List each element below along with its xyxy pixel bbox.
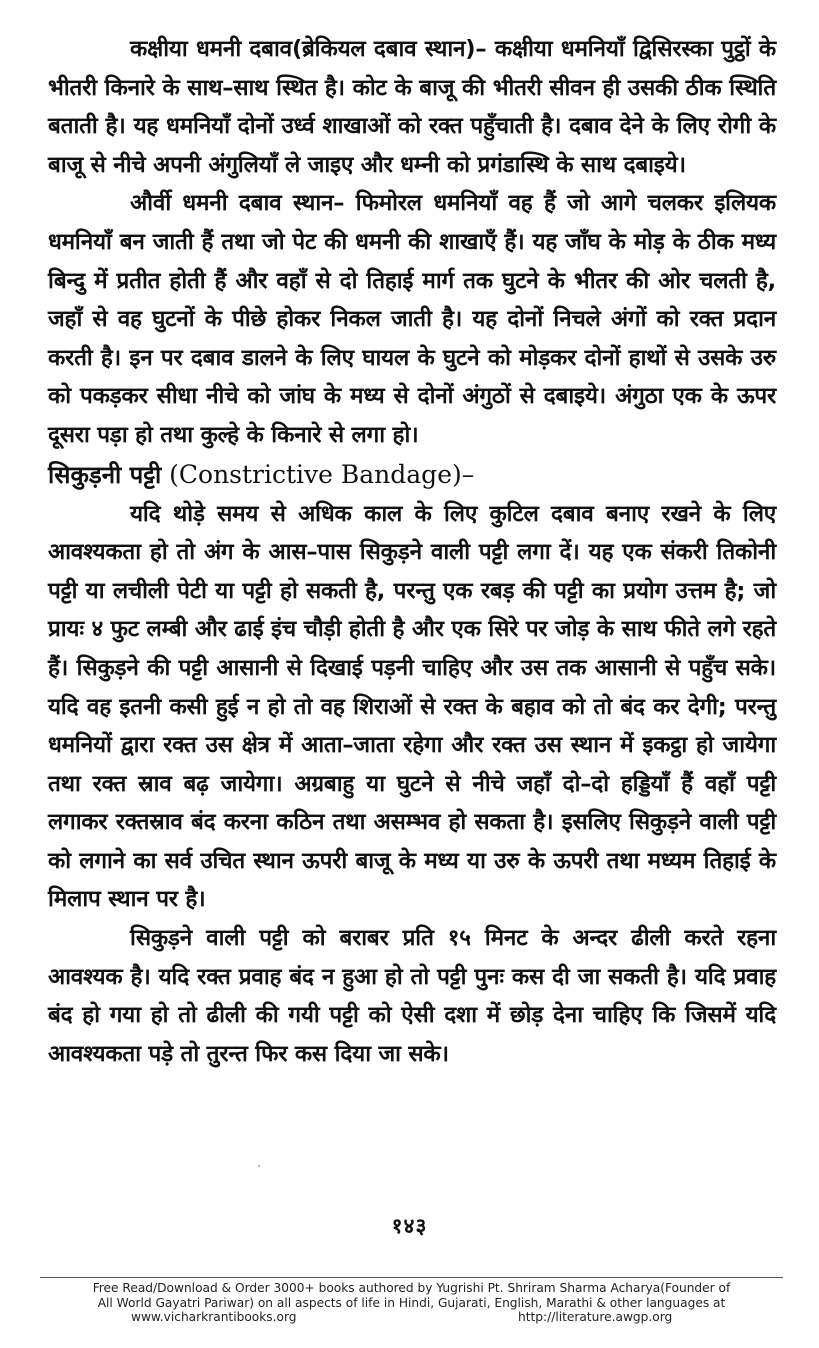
section-heading-constrictive-bandage (48, 455, 776, 495)
footer (40, 1281, 783, 1324)
section-heading-english: (Constrictive Bandage)– (161, 459, 475, 489)
footer-urls (40, 1310, 783, 1324)
footer-link-awgp-literature[interactable]: http://literature.awgp.org (518, 1310, 673, 1324)
footer-line-1: Free Read/Download & Order 3000+ books authored by Yugrishi Pt. Shriram Sharma Acharya(Founder of (92, 1281, 731, 1295)
paragraph-loosening-bandage: सिकुड़ने वाली पट्टी को बराबर प्रति १५ मिनट के अन्दर ढीली करते रहना आवश्यक है। यदि रक्त प्रवाह बंद न हुआ हो तो पट्टी पुनः कस दी जा सकती है। यदि प्रवाह बंद हो गया हो तो ढीली की गयी पट्टी को ऐसी दशा में छोड़ देना चाहिए कि जिसमें यदि आवश्यकता पड़े तो तुरन्त फिर कस दिया जा सके। (48, 925, 776, 1067)
footer-line-2: All World Gayatri Pariwar) on all aspects of life in Hindi, Gujarati, English, Marathi & other languages at (97, 1295, 726, 1310)
page-number: १४३ (391, 1214, 428, 1238)
femoral-pressure-text: फिमोरल धमनियाँ वह हैं जो आगे चलकर इलियक धमनियाँ बन जाती हैं तथा जो पेट की धमनी की शाखाएँ हैं। यह जाँघ के मोड़ के ठीक मध्य बिन्दु में प्रतीत होती हैं और वहाँ से दो तिहाई मार्ग तक घुटने के भीतर की ओर चलती है, जहाँ से वह घुटनों के पीछे होकर निकल जाती है। यह दोनों निचले अंगों को रक्त प्रदान करती है। इन पर दबाव डालने के लिए घायल के घुटने को मोड़कर दोनों हाथों से उसके उरु को पकड़कर सीधा नीचे को जांघ के मध्य से दोनों अंगुठों से दबाइये। अंगुठा एक के ऊपर दूसरा पड़ा हो तथा कुल्हे के किनारे से लगा हो। (48, 190, 776, 448)
brachial-pressure-heading: कक्षीया धमनी दबाव(ब्रेकियल दबाव स्थान)– (130, 36, 487, 62)
paragraph-brachial-pressure (48, 30, 776, 184)
paragraph-constrictive-bandage-usage: यदि थोड़े समय से अधिक काल के लिए कुटिल दबाव बनाए रखने के लिए आवश्यकता हो तो अंग के आस–पास सिकुड़ने वाली पट्टी लगा दें। यह एक संकरी तिकोनी पट्टी या लचीली पेटी या पट्टी हो सकती है, परन्तु एक रबड़ की पट्टी का प्रयोग उत्तम है; जो प्रायः ४ फुट लम्बी और ढाई इंच चौड़ी होती है और एक सिरे पर जोड़ के साथ फीते लगे रहते हैं। सिकुड़ने की पट्टी आसानी से दिखाई पड़नी चाहिए और उस तक आसानी से पहुँच सके। यदि वह इतनी कसी हुई न हो तो वह शिराओं से रक्त के बहाव को तो बंद कर देगी; परन्तु धमनियों द्वारा रक्त उस क्षेत्र में आता–जाता रहेगा और रक्त उस स्थान में इकट्ठा हो जायेगा तथा रक्त स्राव बढ़ जायेगा। अग्रबाहु या घुटने से नीचे जहाँ दो–दो हड्डियाँ हैं वहाँ पट्टी लगाकर रक्तस्राव बंद करना कठिन तथा असम्भव हो सकता है। इसलिए सिकुड़ने वाली पट्टी को लगाने का सर्व उचित स्थान ऊपरी बाजू के मध्य या उरु के ऊपरी तथा मध्यम तिहाई के मिलाप स्थान पर है। (48, 500, 776, 913)
femoral-pressure-heading: और्वी धमनी दबाव स्थान– (130, 190, 345, 217)
section-heading-hindi: सिकुड़नी पट्टी (48, 460, 162, 489)
page-body (48, 30, 776, 1073)
footer-divider (40, 1277, 783, 1278)
brachial-pressure-text: कक्षीया धमनियाँ द्विसिरस्का पुट्ठों के भीतरी किनारे के साथ–साथ स्थित है। कोट के बाजू की भीतरी सीवन ही उसकी ठीक स्थिति बताती है। यह धमनियाँ दोनों उर्ध्व शाखाओं को रक्त पहुँचाती है। दबाव देने के लिए रोगी के बाजू से नीचे अपनी अंगुलियाँ ले जाइए और धम्नी को प्रगंडास्थि के साथ दबाइये। (48, 36, 776, 178)
footer-link-vicharkrantibooks[interactable]: www.vicharkrantibooks.org (131, 1310, 297, 1324)
paragraph-femoral-pressure (48, 184, 776, 454)
scan-speck (258, 1165, 260, 1167)
